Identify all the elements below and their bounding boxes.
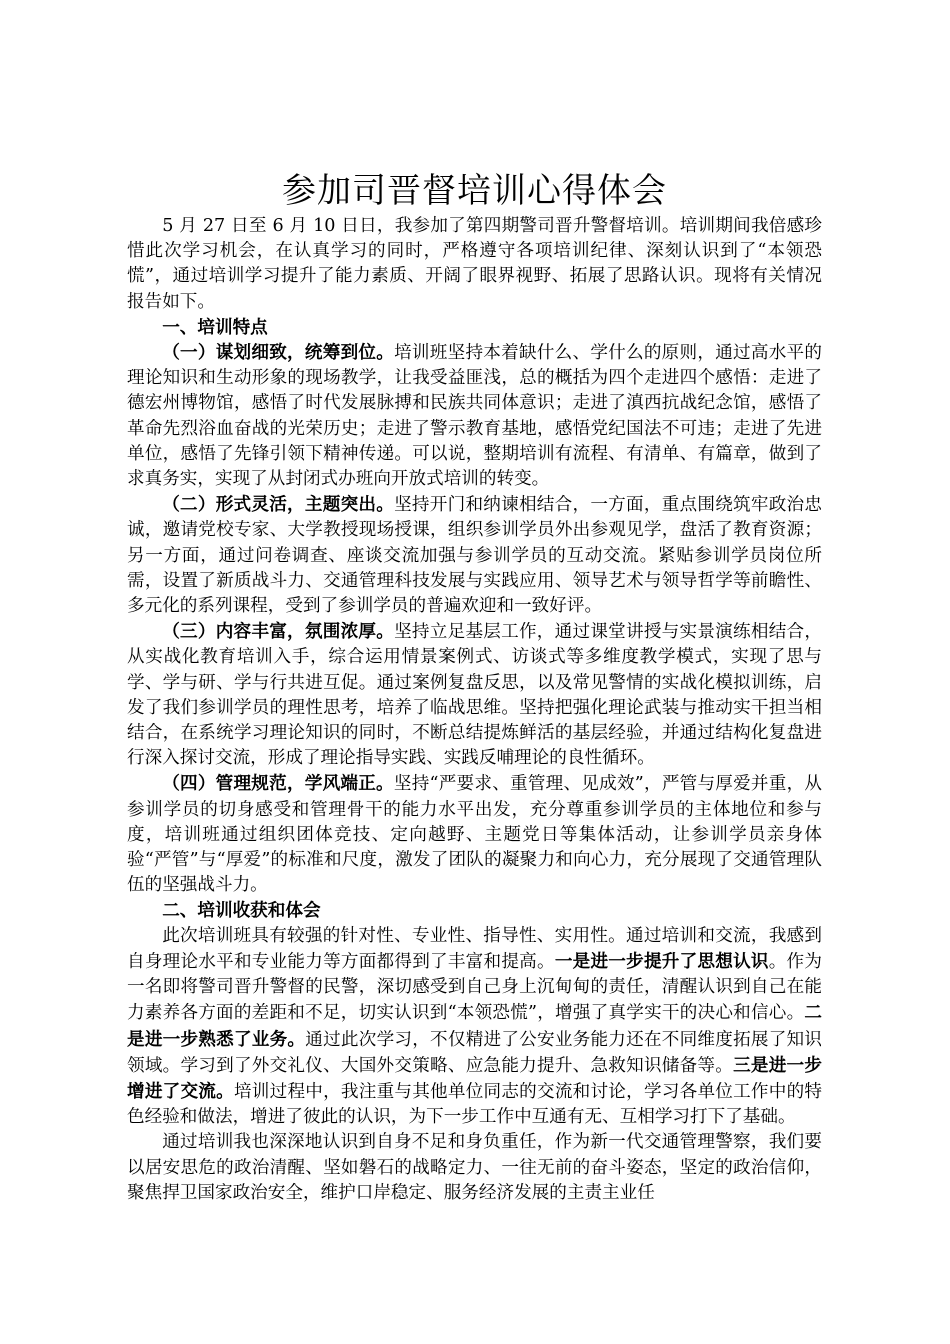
highlight-text: 二是进一步熟悉了业务。 <box>127 1002 822 1050</box>
item-text: 坚持立足基层工作，通过课堂讲授与实景演练相结合，从实战化教育培训入手，综合运用情景案例式、访谈式等多维度教学模式，实现了思与学、学与研、学与行共进互促。通过案例复盘反思，以及常见警情的实战化模拟训练，启发了我们参训学员的理性思考，培养了临战思维。坚持把强化理论武装与推动实干担当相结合，在系统学习理论知识的同时，不断总结提炼鲜活的基层经验，并通过结构化复盘进行深入探讨交流，形成了理论指导实践、实践反哺理论的良性循环。 <box>127 622 822 769</box>
section1-item-1 <box>127 340 822 492</box>
body-text: 培训过程中，我注重与其他单位同志的交流和讨论，学习各单位工作中的特色经验和做法，增进了彼此的认识，为下一步工作中互通有无、互相学习打下了基础。 <box>127 1081 822 1128</box>
item-text: 坚持“严要求、重管理、见成效”，严管与厚爱并重，从参训学员的切身感受和管理骨干的能力水平出发，充分尊重参训学员的主体地位和参与度，培训班通过组织团体竞技、定向越野、主题党日等集体活动，让参训学员亲身体验“严管”与“厚爱”的标准和尺度，激发了团队的凝聚力和向心力，充分展现了交通管理队伍的坚强战斗力。 <box>127 774 822 896</box>
item-lead: （一）谋划细致，统筹到位。 <box>162 342 395 364</box>
section-heading-2: 二、培训收获和体会 <box>162 900 321 922</box>
highlight-text: 一是进一步提升了思想认识 <box>554 950 769 972</box>
body-text: 。作为一名即将警司晋升警督的民警，深切感受到自己身上沉甸甸的责任，清醒认识到自己在能力素养各方面的差距和不足，切实认识到“本领恐慌”，增强了真学实干的决心和信心。 <box>127 951 822 1024</box>
section2-paragraph-1 <box>127 924 822 1131</box>
item-lead: （三）内容丰富，氛围浓厚。 <box>162 621 395 643</box>
item-lead: （四）管理规范，学风端正。 <box>162 773 394 795</box>
body-text: 此次培训班具有较强的针对性、专业性、指导性、实用性。通过培训和交流，我感到自身理论水平和专业能力等方面都得到了丰富和提高。 <box>127 925 822 972</box>
item-text: 培训班坚持本着缺什么、学什么的原则，通过高水平的理论知识和生动形象的现场教学，让我受益匪浅，总的概括为四个走进四个感悟：走进了德宏州博物馆，感悟了时代发展脉搏和民族共同体意识；走进了滇西抗战纪念馆，感悟了革命先烈浴血奋战的光荣历史；走进了警示教育基地，感悟党纪国法不可违；走进了先进单位，感悟了先锋引领下精神传递。可以说，整期培训有流程、有清单、有篇章，做到了求真务实，实现了从封闭式办班向开放式培训的转变。 <box>127 343 822 490</box>
intro-paragraph: 5 月 27 日至 6 月 10 日日，我参加了第四期警司晋升警督培训。培训期间我倍感珍惜此次学习机会，在认真学习的同时，严格遵守各项培训纪律、深刻认识到了“本领恐慌”，通过培训学习提升了能力素质、开阔了眼界视野、拓展了思路认识。现将有关情况报告如下。 <box>127 216 822 312</box>
highlight-text: 三是进一步增进了交流。 <box>127 1054 822 1102</box>
document-title: 参加司晋督培训心得体会 <box>282 171 667 211</box>
section2-paragraph-2: 通过培训我也深深地认识到自身不足和身负重任，作为新一代交通管理警察，我们要以居安思危的政治清醒、坚如磐石的战略定力、一往无前的奋斗姿态，坚定的政治信仰，聚焦捍卫国家政治安全，维护口岸稳定、服务经济发展的主责主业任 <box>127 1132 822 1203</box>
section1-item-3 <box>127 619 822 771</box>
section1-item-4 <box>127 771 822 898</box>
section1-item-2 <box>127 492 822 619</box>
section-heading-1: 一、培训特点 <box>162 316 268 338</box>
document-page <box>127 168 822 1206</box>
body-text: 通过此次学习，不仅精进了公安业务能力还在不同维度拓展了知识领域。学习到了外交礼仪、大国外交策略、应急能力提升、急救知识储备等。 <box>127 1029 822 1076</box>
item-lead: （二）形式灵活，主题突出。 <box>162 494 395 516</box>
item-text: 坚持开门和纳谏相结合，一方面，重点围绕筑牢政治忠诚，邀请党校专家、大学教授现场授课，组织参训学员外出参观见学，盘活了教育资源；另一方面，通过问卷调查、座谈交流加强与参训学员的互动交流。紧贴参训学员岗位所需，设置了新质战斗力、交通管理科技发展与实践应用、领导艺术与领导哲学等前瞻性、多元化的系列课程，受到了参训学员的普遍欢迎和一致好评。 <box>127 495 822 617</box>
